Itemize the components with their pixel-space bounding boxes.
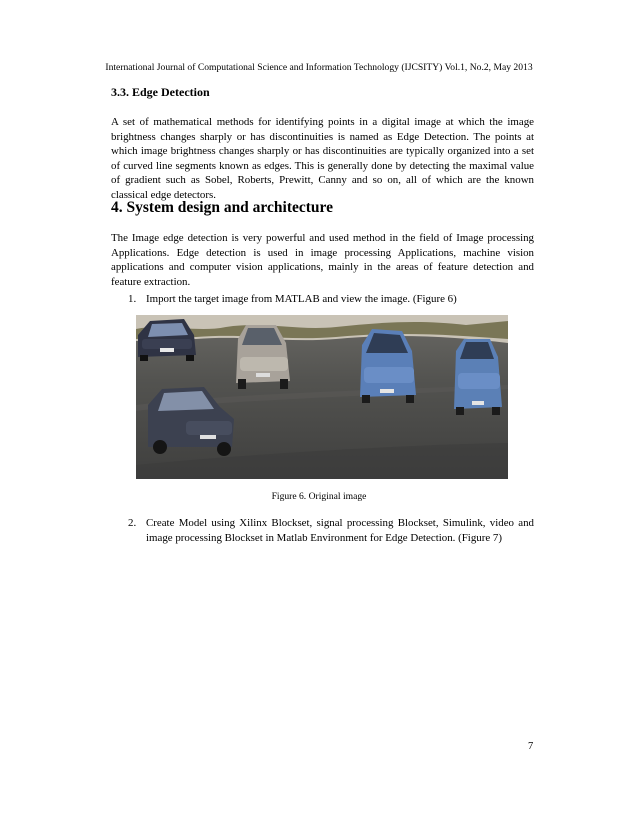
car-dark-top-left	[138, 319, 196, 361]
paragraph-edge-detection: A set of mathematical methods for identifying points in a digital image at which the image brightness changes sharply or has discontinuities is named as Edge Detection. The points at which image brightness changes sharply or has discontinuities are typically organized into a set of curved line segments known as edges. This is generally done by detecting the maximal value of gradient such as Sobel, Roberts, Prewitt, Canny and so on, all of which are the known classical edge detectors.	[111, 116, 534, 201]
page-number: 7	[528, 741, 534, 752]
figure-caption: Figure 6. Original image	[271, 491, 367, 502]
list-item-2	[128, 516, 534, 545]
list-item-1	[128, 292, 534, 307]
figure-original-image	[136, 315, 508, 479]
car-blue-right	[454, 339, 502, 415]
list-number: 2.	[128, 517, 137, 529]
section-heading-edge-detection: 3.3. Edge Detection	[111, 85, 210, 99]
list-text: Import the target image from MATLAB and view the image. (Figure 6)	[146, 293, 457, 305]
car-photo	[136, 315, 508, 479]
paragraph-system-design: The Image edge detection is very powerful and used method in the field of Image processing Applications. Edge detection is used in image processing Applications, machine vision applications and computer vision applications, mainly in the areas of feature detection and feature extraction.	[111, 232, 534, 288]
running-header: International Journal of Computational Science and Information Technology (IJCSITY) Vol.1, No.2, May 2013	[105, 62, 533, 73]
section-heading-system-design: 4. System design and architecture	[111, 199, 334, 216]
list-number: 1.	[128, 293, 137, 305]
list-text: Create Model using Xilinx Blockset, signal processing Blockset, Simulink, video and image processing Blockset in Matlab Environment for Edge Detection. (Figure 7)	[146, 517, 534, 544]
